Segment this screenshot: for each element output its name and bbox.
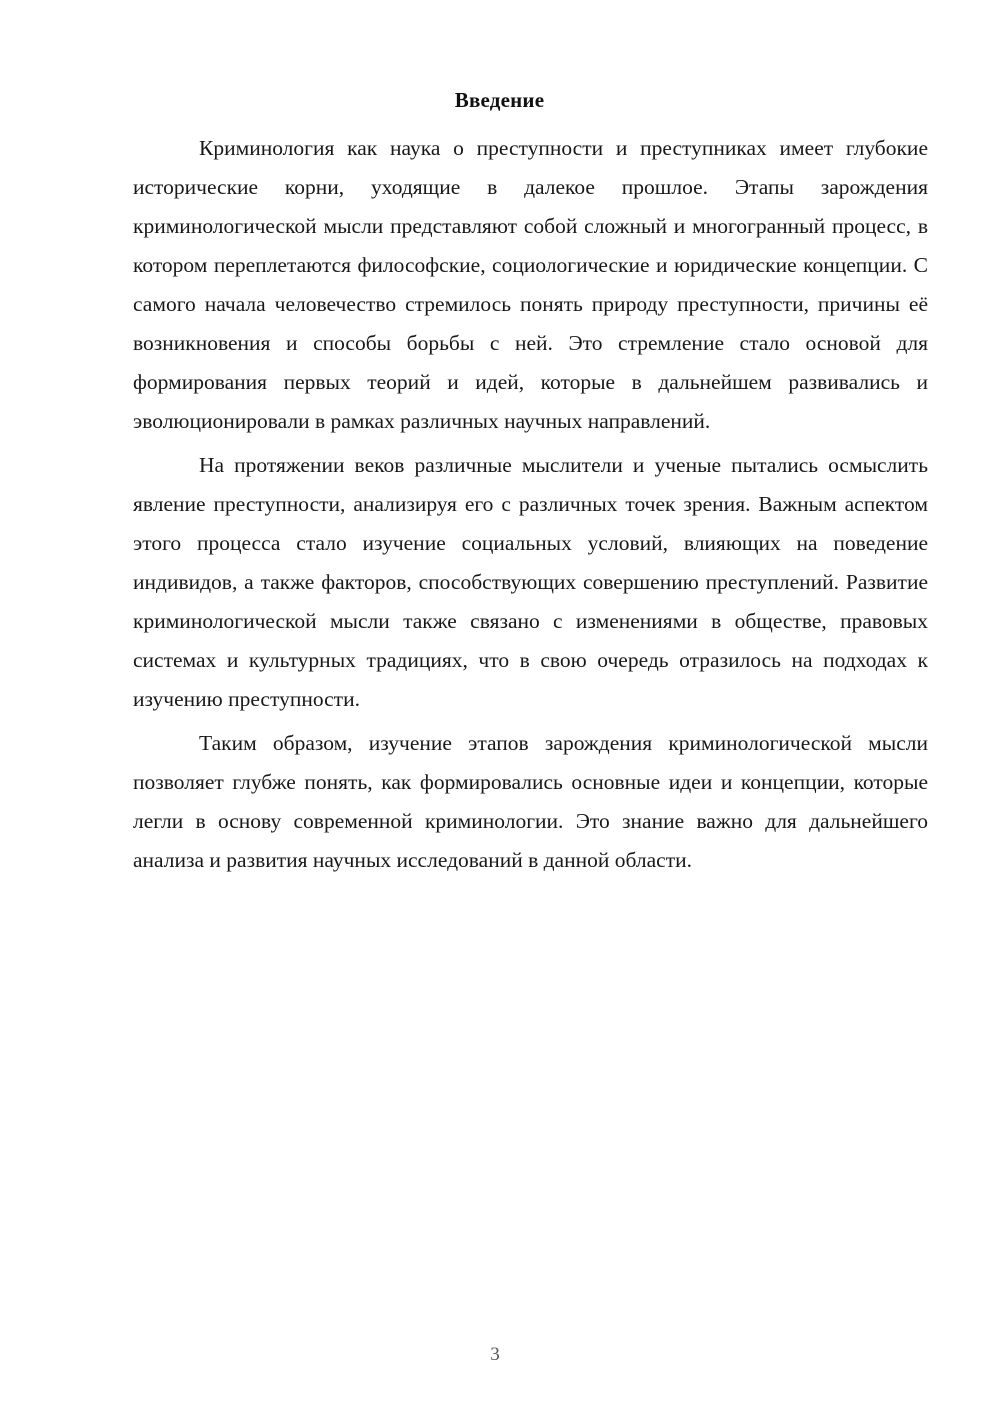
paragraph: Таким образом, изучение этапов зарождения криминологической мысли позволяет глубже понять, как формировались основные идеи и концепции, которые легли в основу современной криминологии. Это знание важно для дальнейшего анализа и развития научных исследований в данной области. <box>133 731 928 872</box>
document-body <box>133 129 928 880</box>
page-number: 3 <box>490 1344 500 1365</box>
page-title: Введение <box>454 88 545 112</box>
paragraph: Криминология как наука о преступности и преступниках имеет глубокие исторические корни, уходящие в далекое прошлое. Этапы зарождения криминологической мысли представляют собой сложный и многогранный процесс, в котором переплетаются философские, социологические и юридические концепции. С самого начала человечество стремилось понять природу преступности, причины её возникновения и способы борьбы с ней. Это стремление стало основой для формирования первых теорий и идей, которые в дальнейшем развивались и эволюционировали в рамках различных научных направлений. <box>133 136 928 433</box>
paragraph: На протяжении веков различные мыслители и ученые пытались осмыслить явление преступности, анализируя его с различных точек зрения. Важным аспектом этого процесса стало изучение социальных условий, влияющих на поведение индивидов, а также факторов, способствующих совершению преступлений. Развитие криминологической мысли также связано с изменениями в обществе, правовых системах и культурных традициях, что в свою очередь отразилось на подходах к изучению преступности. <box>133 453 928 711</box>
